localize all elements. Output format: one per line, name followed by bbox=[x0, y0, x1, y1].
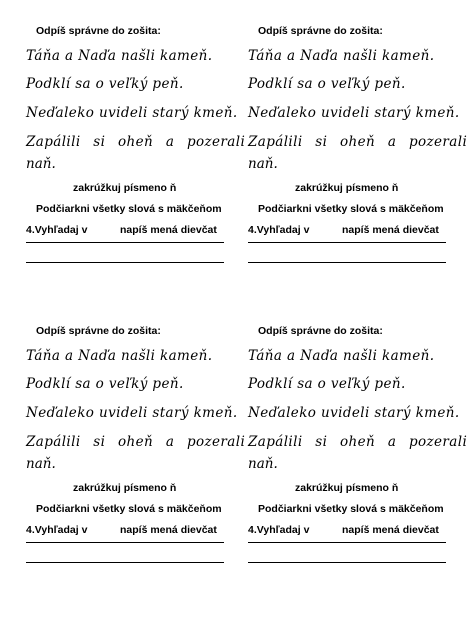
task-circle-letter: zakrúžkuj písmeno ň bbox=[295, 182, 399, 194]
task-underline-words: Podčiarkni všetky slová s mäkčeňom bbox=[36, 503, 222, 515]
task-find-prefix: 4.Vyhľadaj v bbox=[248, 524, 310, 536]
task-underline-words: Podčiarkni všetky slová s mäkčeňom bbox=[36, 203, 222, 215]
cursive-sentence-4-continued: naň. bbox=[26, 456, 56, 472]
task-find-suffix: napíš mená dievčat bbox=[120, 524, 217, 536]
answer-line bbox=[26, 562, 224, 563]
worksheet-card-bottom-right bbox=[248, 322, 468, 592]
cursive-sentence-4: Zapálili si oheň a pozerali bbox=[26, 434, 246, 450]
task-find-suffix: napíš mená dievčat bbox=[342, 524, 439, 536]
worksheet-title: Odpíš správne do zošita: bbox=[36, 325, 161, 337]
cursive-sentence-4-continued: naň. bbox=[248, 456, 278, 472]
answer-line bbox=[248, 262, 446, 263]
task-underline-words: Podčiarkni všetky slová s mäkčeňom bbox=[258, 203, 444, 215]
cursive-sentence-2: Podklí sa o veľký peň. bbox=[248, 376, 406, 392]
worksheet-card-top-left bbox=[26, 22, 246, 292]
cursive-sentence-2: Podklí sa o veľký peň. bbox=[26, 76, 184, 92]
worksheet-title: Odpíš správne do zošita: bbox=[36, 25, 161, 37]
cursive-sentence-1: Táňa a Naďa našli kameň. bbox=[26, 48, 213, 64]
cursive-sentence-3: Neďaleko uvideli starý kmeň. bbox=[248, 105, 460, 121]
answer-line bbox=[248, 242, 446, 243]
worksheet-card-bottom-left bbox=[26, 322, 246, 592]
cursive-sentence-4: Zapálili si oheň a pozerali bbox=[248, 134, 468, 150]
cursive-sentence-1: Táňa a Naďa našli kameň. bbox=[248, 48, 435, 64]
cursive-sentence-4: Zapálili si oheň a pozerali bbox=[248, 434, 468, 450]
cursive-sentence-1: Táňa a Naďa našli kameň. bbox=[26, 348, 213, 364]
cursive-sentence-3: Neďaleko uvideli starý kmeň. bbox=[248, 405, 460, 421]
cursive-sentence-4: Zapálili si oheň a pozerali bbox=[26, 134, 246, 150]
task-underline-words: Podčiarkni všetky slová s mäkčeňom bbox=[258, 503, 444, 515]
answer-line bbox=[26, 242, 224, 243]
task-circle-letter: zakrúžkuj písmeno ň bbox=[73, 482, 177, 494]
task-find-prefix: 4.Vyhľadaj v bbox=[26, 524, 88, 536]
cursive-sentence-4-continued: naň. bbox=[248, 156, 278, 172]
cursive-sentence-2: Podklí sa o veľký peň. bbox=[248, 76, 406, 92]
cursive-sentence-3: Neďaleko uvideli starý kmeň. bbox=[26, 105, 238, 121]
cursive-sentence-1: Táňa a Naďa našli kameň. bbox=[248, 348, 435, 364]
task-circle-letter: zakrúžkuj písmeno ň bbox=[295, 482, 399, 494]
worksheet-card-top-right bbox=[248, 22, 468, 292]
worksheet-title: Odpíš správne do zošita: bbox=[258, 25, 383, 37]
task-find-suffix: napíš mená dievčat bbox=[342, 224, 439, 236]
cursive-sentence-2: Podklí sa o veľký peň. bbox=[26, 376, 184, 392]
answer-line bbox=[248, 542, 446, 543]
cursive-sentence-3: Neďaleko uvideli starý kmeň. bbox=[26, 405, 238, 421]
cursive-sentence-4-continued: naň. bbox=[26, 156, 56, 172]
answer-line bbox=[26, 262, 224, 263]
task-find-prefix: 4.Vyhľadaj v bbox=[248, 224, 310, 236]
worksheet-title: Odpíš správne do zošita: bbox=[258, 325, 383, 337]
task-find-prefix: 4.Vyhľadaj v bbox=[26, 224, 88, 236]
answer-line bbox=[248, 562, 446, 563]
task-circle-letter: zakrúžkuj písmeno ň bbox=[73, 182, 177, 194]
task-find-suffix: napíš mená dievčat bbox=[120, 224, 217, 236]
answer-line bbox=[26, 542, 224, 543]
